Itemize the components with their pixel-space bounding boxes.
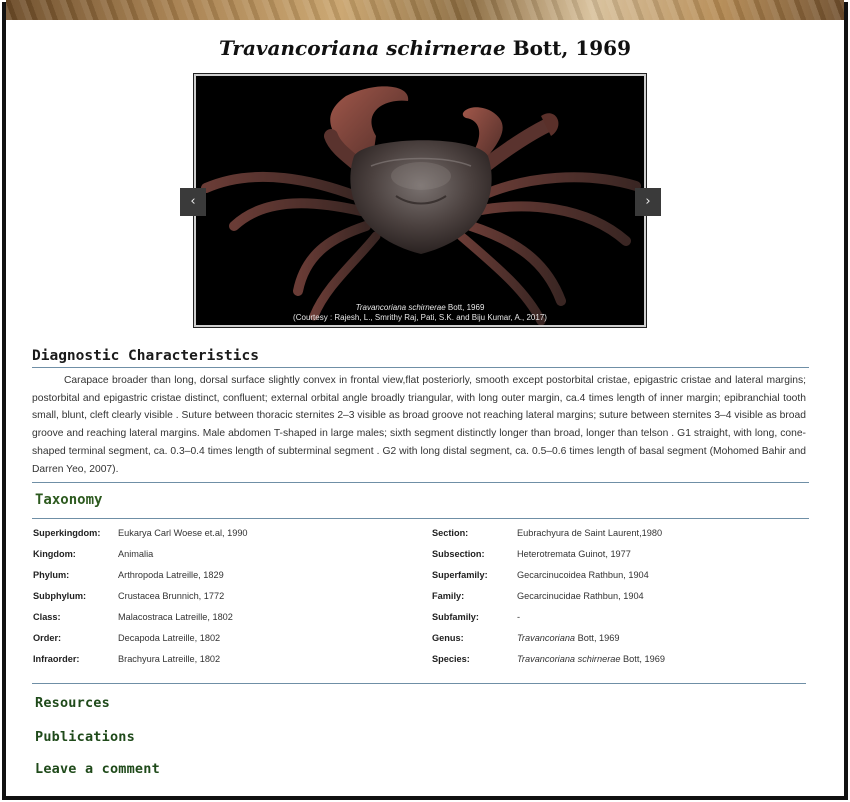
tax-label: Genus: <box>432 633 464 643</box>
tax-row-order <box>33 633 61 643</box>
tax-row-superkingdom <box>33 528 100 538</box>
tax-value: Gecarcinucoidea Rathbun, 1904 <box>517 570 649 580</box>
tax-label: Family: <box>432 591 465 601</box>
tax-value: Arthropoda Latreille, 1829 <box>118 570 224 580</box>
page-title <box>0 36 850 60</box>
tax-value: Gecarcinucidae Rathbun, 1904 <box>517 591 644 601</box>
tax-value: Malacostraca Latreille, 1802 <box>118 612 233 622</box>
title-author: Bott, 1969 <box>512 36 631 60</box>
tax-label: Class: <box>33 612 61 622</box>
leave-comment-link[interactable]: Leave a comment <box>35 761 160 777</box>
tax-row-section <box>432 528 468 538</box>
tax-label: Subsection: <box>432 549 485 559</box>
tax-value: - <box>517 612 521 622</box>
tax-value-species <box>517 654 665 664</box>
tax-row-genus <box>432 633 464 643</box>
tax-row-subphylum <box>33 591 86 601</box>
tax-label: Infraorder: <box>33 654 80 664</box>
tax-value: Heterotremata Guinot, 1977 <box>517 549 631 559</box>
chevron-right-icon: › <box>645 194 651 209</box>
caption-author: Bott, 1969 <box>445 303 485 312</box>
tax-value: Animalia <box>118 549 154 559</box>
tax-label: Section: <box>432 528 469 538</box>
tax-label: Superfamily: <box>432 570 488 580</box>
tax-row-family <box>432 591 464 601</box>
species-author: Bott, 1969 <box>620 654 665 664</box>
divider <box>32 482 809 483</box>
tax-value: Crustacea Brunnich, 1772 <box>118 591 225 601</box>
header-banner-image <box>6 0 844 20</box>
resources-link[interactable]: Resources <box>35 695 110 711</box>
title-species-name: Travancoriana schirnerae <box>219 36 506 60</box>
tax-label: Species: <box>432 654 470 664</box>
tax-label: Superkingdom: <box>33 528 101 538</box>
tax-value-genus <box>517 633 620 643</box>
tax-value: Eubrachyura de Saint Laurent,1980 <box>517 528 663 538</box>
image-slider <box>194 74 646 327</box>
taxonomy-heading: Taxonomy <box>35 492 103 508</box>
crab-photo <box>196 76 644 325</box>
tax-value: Eukarya Carl Woese et.al, 1990 <box>118 528 248 538</box>
chevron-left-icon: ‹ <box>190 194 196 209</box>
tax-row-infraorder <box>33 654 79 664</box>
tax-label: Subphylum: <box>33 591 87 601</box>
tax-row-kingdom <box>33 549 76 559</box>
tax-label: Kingdom: <box>33 549 76 559</box>
tax-row-subsection <box>432 549 485 559</box>
tax-value: Decapoda Latreille, 1802 <box>118 633 221 643</box>
tax-row-class <box>33 612 61 622</box>
divider <box>32 683 806 684</box>
divider <box>32 367 809 368</box>
tax-row-subfamily <box>432 612 479 622</box>
divider <box>32 518 809 519</box>
genus-italic: Travancoriana <box>517 633 576 643</box>
tax-value: Brachyura Latreille, 1802 <box>118 654 221 664</box>
diagnostic-text: Carapace broader than long, dorsal surface slightly convex in frontal view,flat posteriorly, smooth except postorbital cristae, epigastric cristae and lateral margins; postorbital and epigastric cristae distinct, confluent; external orbital angle broadly triangular, with long outer margin, ca.4 times length of inner margin; epibranchial tooth small, blunt, cleft clearly visible . Suture between thoracic sternites 2–3 visible as broad groove not reaching lateral margins; suture between sternites 3–4 visible as broad groove and reaching lateral margins. Male abdomen T-shaped in large males; sixth segment distinctly longer than broad, longer than telson . G1 straight, with long, cone-shaped terminal segment, ca. 0.3–0.4 times length of subterminal segment . G2 with long distal segment, ca. 0.5–0.6 times length of basal segment (Mohomed Bahir and Darren Yeo, 2007). <box>32 375 806 475</box>
tax-label: Order: <box>33 633 62 643</box>
tax-label: Phylum: <box>33 570 70 580</box>
caption-credit: (Courtesy : Rajesh, L., Smrithy Raj, Pati, S.K. and Biju Kumar, A., 2017) <box>293 313 547 322</box>
tax-label: Subfamily: <box>432 612 479 622</box>
slider-prev-button[interactable] <box>180 188 206 216</box>
slider-next-button[interactable] <box>635 188 661 216</box>
image-caption <box>196 303 644 323</box>
publications-link[interactable]: Publications <box>35 729 135 745</box>
genus-author: Bott, 1969 <box>575 633 620 643</box>
diagnostic-heading: Diagnostic Characteristics <box>32 348 259 364</box>
tax-row-species <box>432 654 470 664</box>
tax-row-phylum <box>33 570 69 580</box>
caption-species: Travancoriana schirnerae <box>355 303 446 312</box>
species-italic: Travancoriana schirnerae <box>517 654 621 664</box>
tax-row-superfamily <box>432 570 488 580</box>
